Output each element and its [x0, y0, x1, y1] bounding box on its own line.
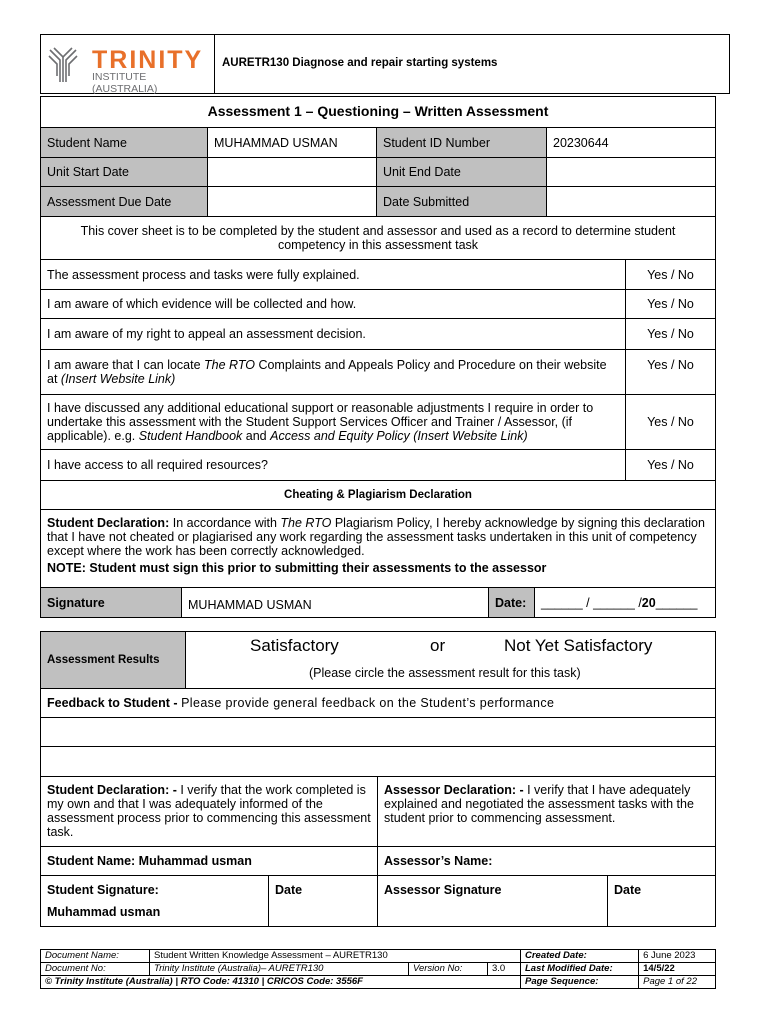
cheating-heading: Cheating & Plagiarism Declaration [40, 480, 716, 510]
assessment-results-label: Assessment Results [40, 631, 186, 689]
assessor-declaration [377, 776, 716, 847]
plagiarism-declaration [40, 509, 716, 588]
item5-text-a: I have discussed any additional educational support or reasonable adjustments I require in order to undertake this assessment with the Student Support Services Officer and Trainer / Assessor, (if applicable). e.g. [47, 401, 594, 443]
signature-value[interactable]: MUHAMMAD USMAN [181, 587, 489, 618]
student-name-value[interactable]: MUHAMMAD USMAN [207, 127, 377, 158]
checklist-item-3: I am aware of my right to appeal an assessment decision. [40, 318, 626, 350]
due-date-value[interactable] [207, 186, 377, 217]
or-text: or [430, 636, 446, 655]
student-decl-text: I verify that the work completed is my own and that I was adequately informed of the assessment process prior to commencing this assessment task. [47, 783, 371, 839]
checklist-item-2: I am aware of which evidence will be collected and how. [40, 289, 626, 319]
assessor-date-label[interactable]: Date [607, 875, 716, 927]
not-yet-satisfactory-option[interactable]: Not Yet Satisfactory [504, 636, 653, 655]
feedback-line-2[interactable] [40, 746, 716, 777]
item4-text-d: (Insert Website Link) [60, 372, 176, 386]
feedback-line-1[interactable] [40, 717, 716, 747]
feedback-label: Feedback to Student - [47, 696, 178, 710]
results-instruction: (Please circle the assessment result for this task) [309, 666, 581, 680]
unit-start-value[interactable] [207, 157, 377, 187]
page-seq-value: Page 1 of 22 [639, 976, 716, 989]
item4-text-b: The RTO [204, 358, 255, 372]
date-submitted-value[interactable] [546, 186, 716, 217]
yes-no-3[interactable]: Yes / No [625, 318, 716, 350]
yes-no-6[interactable]: Yes / No [625, 449, 716, 481]
student-signature-box[interactable] [40, 875, 269, 927]
date-submitted-label: Date Submitted [376, 186, 547, 217]
unit-end-value[interactable] [546, 157, 716, 187]
checklist-item-5 [40, 394, 626, 450]
declaration-note: NOTE: Student must sign this prior to submitting their assessments to the assessor [47, 561, 547, 575]
doc-no-value: Trinity Institute (Australia)– AURETR130 [150, 963, 409, 976]
due-date-label: Assessment Due Date [40, 186, 208, 217]
unit-title: AURETR130 Diagnose and repair starting systems [222, 57, 498, 69]
document-footer [40, 949, 716, 989]
trinity-logo-icon [48, 44, 78, 84]
student-id-value[interactable]: 20230644 [546, 127, 716, 158]
assessor-decl-label: Assessor Declaration: - [384, 783, 528, 797]
satisfactory-option[interactable]: Satisfactory [250, 636, 339, 655]
modified-label: Last Modified Date: [521, 963, 639, 976]
student-name-label: Student Name [40, 127, 208, 158]
checklist-item-4 [40, 349, 626, 395]
logo-subtitle: INSTITUTE (AUSTRALIA) [92, 71, 158, 95]
checklist-item-1: The assessment process and tasks were fully explained. [40, 259, 626, 290]
results-choice-box [185, 631, 716, 689]
yes-no-2[interactable]: Yes / No [625, 289, 716, 319]
student-decl-label: Student Declaration: - [47, 783, 181, 797]
yes-no-4[interactable]: Yes / No [625, 349, 716, 395]
logo-name: TRINITY [92, 46, 204, 74]
doc-name-label: Document Name: [41, 950, 150, 963]
assessor-decl-text: I verify that I have adequately explained and negotiated the assessment tasks with the student prior to commencing assessment. [384, 783, 694, 825]
modified-value: 14/5/22 [639, 963, 716, 976]
student-name-line[interactable]: Student Name: Muhammad usman [40, 846, 378, 876]
date-label: Date: [488, 587, 535, 618]
signature-label: Signature [40, 587, 182, 618]
yes-no-5[interactable]: Yes / No [625, 394, 716, 450]
doc-name-value: Student Written Knowledge Assessment – AURETR130 [150, 950, 521, 963]
date-value-c: ______ [655, 595, 698, 610]
student-id-label: Student ID Number [376, 127, 547, 158]
feedback-text: Please provide general feedback on the Student’s performance [181, 696, 555, 710]
unit-start-label: Unit Start Date [40, 157, 208, 187]
page-seq-label: Page Sequence: [521, 976, 639, 989]
assessor-signature-label[interactable]: Assessor Signature [377, 875, 608, 927]
declaration-label: Student Declaration: [47, 516, 170, 530]
date-value[interactable] [534, 587, 716, 618]
student-declaration [40, 776, 378, 847]
copyright-text: © Trinity Institute (Australia) | RTO Code: 41310 | CRICOS Code: 3556F [41, 976, 521, 989]
created-value: 6 June 2023 [639, 950, 716, 963]
student-date-label[interactable]: Date [268, 875, 378, 927]
version-value: 3.0 [488, 963, 521, 976]
item5-text-d: Access and Equity Policy (Insert Website Link) [270, 429, 528, 443]
student-signature-value: Muhammad usman [47, 905, 161, 919]
declaration-text-b: The RTO [280, 516, 332, 530]
assessor-name-label[interactable]: Assessor’s Name: [377, 846, 716, 876]
cover-note: This cover sheet is to be completed by the student and assessor and used as a record to determine student competency in this assessment task [40, 216, 716, 260]
version-label: Version No: [409, 963, 488, 976]
date-value-a: ______ / ______ / [541, 595, 642, 610]
yes-no-1[interactable]: Yes / No [625, 259, 716, 290]
trinity-logo [48, 44, 213, 95]
unit-end-label: Unit End Date [376, 157, 547, 187]
item4-text-a: I am aware that I can locate [47, 358, 205, 372]
feedback-heading [40, 688, 716, 718]
assessment-title: Assessment 1 – Questioning – Written Assessment [40, 96, 716, 128]
header-divider [214, 34, 215, 94]
declaration-text-c: Plagiarism Policy, I hereby acknowledge by signing this declaration that I have not cheated or plagiarised any work regarding the assessment tasks undertaken in this unit of competency except where the work has been correctly acknowledged. [47, 516, 705, 558]
declaration-text-a: In accordance with [169, 516, 281, 530]
item4-text-c: Complaints and Appeals Policy and Procedure on their website at [47, 358, 607, 386]
checklist-item-6: I have access to all required resources? [40, 449, 626, 481]
date-value-b: 20 [641, 595, 656, 610]
item5-text-c: and [242, 429, 271, 443]
item5-text-b: Student Handbook [138, 429, 243, 443]
doc-no-label: Document No: [41, 963, 150, 976]
created-label: Created Date: [521, 950, 639, 963]
student-signature-label: Student Signature: [47, 883, 159, 897]
